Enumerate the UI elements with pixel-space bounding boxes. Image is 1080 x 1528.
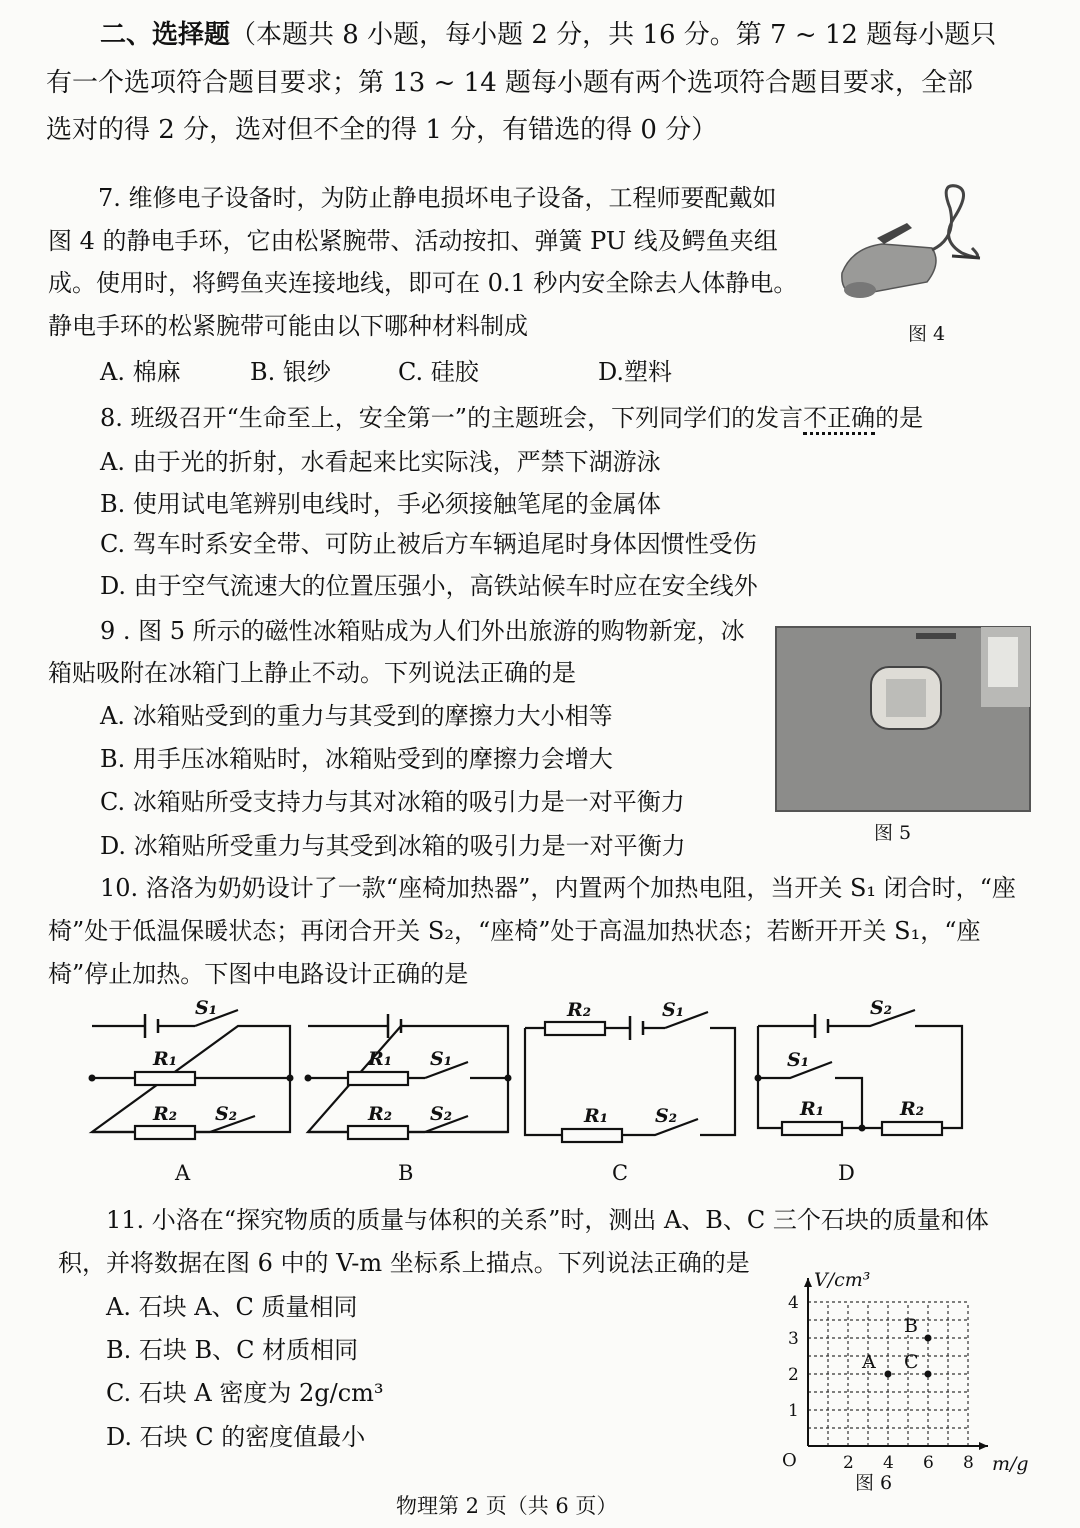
q7-stem-line-1: 7. 维修电子设备时，为防止静电损坏电子设备，工程师要配戴如	[98, 184, 777, 212]
circuit-c-r2-label: R₂	[567, 999, 592, 1021]
circuit-d-r2-label: R₂	[900, 1098, 925, 1120]
q7-option-a: A. 棉麻	[100, 358, 181, 386]
y-tick-label: 2	[788, 1365, 799, 1385]
section-intro-text: （本题共 8 小题，每小题 2 分，共 16 分。第 7 ~ 12 题每小题只	[230, 20, 997, 50]
data-point-b	[925, 1335, 932, 1342]
data-point-a	[885, 1371, 892, 1378]
q8-option-d: D. 由于空气流速大的位置压强小，高铁站候车时应在安全线外	[100, 572, 758, 600]
section-intro-line-3: 选对的得 2 分，选对但不全的得 1 分，有错选的得 0 分）	[46, 115, 718, 145]
q9-option-a: A. 冰箱贴受到的重力与其受到的摩擦力大小相等	[100, 702, 613, 730]
fridge-magnet-photo	[776, 627, 1030, 811]
figure-6-caption: 图 6	[855, 1472, 893, 1494]
data-point-label-b: B	[904, 1315, 918, 1337]
circuit-c-r1-label: R₁	[584, 1105, 609, 1127]
q10-stem-line-2: 椅”处于低温保暖状态；再闭合开关 S₂，“座椅”处于高温加热状态；若断开开关 S₁，“座	[48, 917, 981, 945]
circuit-a-r1-label: R₁	[153, 1048, 178, 1070]
circuit-c	[525, 1012, 735, 1142]
q7-option-b: B. 银纱	[250, 358, 331, 386]
q11-option-b: B. 石块 B、C 材质相同	[106, 1336, 359, 1364]
q8-stem-end: 的是	[875, 404, 924, 432]
circuit-b-r1-label: R₁	[368, 1048, 393, 1070]
y-axis-arrow	[804, 1278, 812, 1287]
chart-points	[861, 1315, 932, 1378]
q7-option-c: C. 硅胶	[398, 358, 479, 386]
x-tick-label: 8	[963, 1453, 974, 1473]
x-tick-label: 2	[843, 1453, 854, 1473]
q11-stem-line-1: 11. 小洛在“探究物质的质量与体积的关系”时，测出 A、B、C 三个石块的质量和体	[106, 1206, 989, 1234]
q7-stem-line-4: 静电手环的松紧腕带可能由以下哪种材料制成	[48, 312, 528, 340]
data-point-c	[925, 1371, 932, 1378]
circuit-d-label: D	[838, 1161, 855, 1185]
q7-option-d: D.塑料	[598, 358, 673, 386]
data-point-label-a: A	[862, 1351, 876, 1373]
q8-option-c: C. 驾车时系安全带、可防止被后方车辆追尾时身体因惯性受伤	[100, 530, 757, 558]
chart-y-label: V/cm³	[814, 1269, 871, 1291]
q9-option-d: D. 冰箱贴所受重力与其受到冰箱的吸引力是一对平衡力	[100, 832, 686, 860]
chart-origin-label: O	[782, 1450, 797, 1471]
circuit-c-s1-label: S₁	[662, 999, 685, 1021]
data-point-label-c: C	[904, 1351, 919, 1373]
q10-stem-line-3: 椅”停止加热。下图中电路设计正确的是	[48, 960, 469, 988]
circuit-a-r2-label: R₂	[153, 1103, 178, 1125]
y-tick-label: 3	[788, 1329, 799, 1349]
circuit-d-s1-label: S₁	[787, 1049, 810, 1071]
circuit-diagrams	[0, 990, 1080, 1190]
q11-option-a: A. 石块 A、C 质量相同	[106, 1293, 358, 1321]
circuit-c-s2-label: S₂	[655, 1105, 678, 1127]
circuit-d-s2-label: S₂	[870, 997, 893, 1019]
q11-stem-line-2: 积，并将数据在图 6 中的 V-m 坐标系上描点。下列说法正确的是	[58, 1249, 750, 1277]
q9-stem-line-2: 箱贴吸附在冰箱门上静止不动。下列说法正确的是	[48, 659, 576, 687]
chart-axes	[804, 1278, 988, 1450]
q8-option-b: B. 使用试电笔辨别电线时，手必须接触笔尾的金属体	[100, 490, 661, 518]
page-footer: 物理第 2 页（共 6 页）	[396, 1494, 618, 1518]
q9-option-c: C. 冰箱贴所受支持力与其对冰箱的吸引力是一对平衡力	[100, 788, 685, 816]
circuit-b	[308, 1014, 508, 1139]
q8-stem	[100, 403, 923, 433]
y-tick-label: 1	[788, 1401, 799, 1421]
y-tick-label: 4	[788, 1293, 799, 1313]
circuit-a-s1-label: S₁	[195, 997, 218, 1019]
circuit-b-s2-label: S₂	[430, 1103, 453, 1125]
x-axis-arrow	[979, 1442, 988, 1450]
q8-emphasis: 不正确	[803, 404, 875, 435]
q8-option-a: A. 由于光的折射，水看起来比实际浅，严禁下湖游泳	[100, 448, 661, 476]
circuit-d	[758, 1010, 962, 1135]
q11-option-d: D. 石块 C 的密度值最小	[106, 1423, 366, 1451]
x-tick-label: 6	[923, 1453, 934, 1473]
figure-5-caption: 图 5	[874, 822, 912, 844]
q7-stem-line-3: 成。使用时，将鳄鱼夹连接地线，即可在 0.1 秒内安全除去人体静电。	[48, 269, 798, 297]
q9-stem-line-1: 9 . 图 5 所示的磁性冰箱贴成为人们外出旅游的购物新宠，冰	[100, 617, 745, 645]
section-intro-line-2: 有一个选项符合题目要求；第 13 ~ 14 题每小题有两个选项符合题目要求，全部	[46, 68, 974, 98]
circuit-c-label: C	[612, 1161, 629, 1185]
figure-4-caption: 图 4	[908, 323, 946, 345]
circuit-a	[92, 1010, 290, 1139]
section-heading: 二、选择题	[100, 20, 231, 50]
circuit-d-r1-label: R₁	[800, 1098, 825, 1120]
q8-stem-start: 8. 班级召开“生命至上，安全第一”的主题班会，下列同学们的发言	[100, 404, 804, 432]
circuit-a-label: A	[175, 1161, 191, 1185]
q10-stem-line-1: 10. 洛洛为奶奶设计了一款“座椅加热器”，内置两个加热电阻，当开关 S₁ 闭合时，“座	[100, 874, 1016, 902]
q7-stem-line-2: 图 4 的静电手环，它由松紧腕带、活动按扣、弹簧 PU 线及鳄鱼夹组	[48, 227, 778, 255]
section-intro-line-1	[100, 18, 996, 52]
q11-option-c: C. 石块 A 密度为 2g/cm³	[106, 1379, 384, 1407]
chart-x-label: m/g	[992, 1453, 1029, 1475]
circuit-b-s1-label: S₁	[430, 1048, 453, 1070]
x-tick-label: 4	[883, 1453, 894, 1473]
circuit-a-s2-label: S₂	[215, 1103, 238, 1125]
circuit-b-r2-label: R₂	[368, 1103, 393, 1125]
circuit-b-label: B	[398, 1161, 414, 1185]
wrist-strap-photo	[822, 178, 1002, 318]
v-m-chart	[760, 1258, 1029, 1498]
q9-option-b: B. 用手压冰箱贴时，冰箱贴受到的摩擦力会增大	[100, 745, 613, 773]
